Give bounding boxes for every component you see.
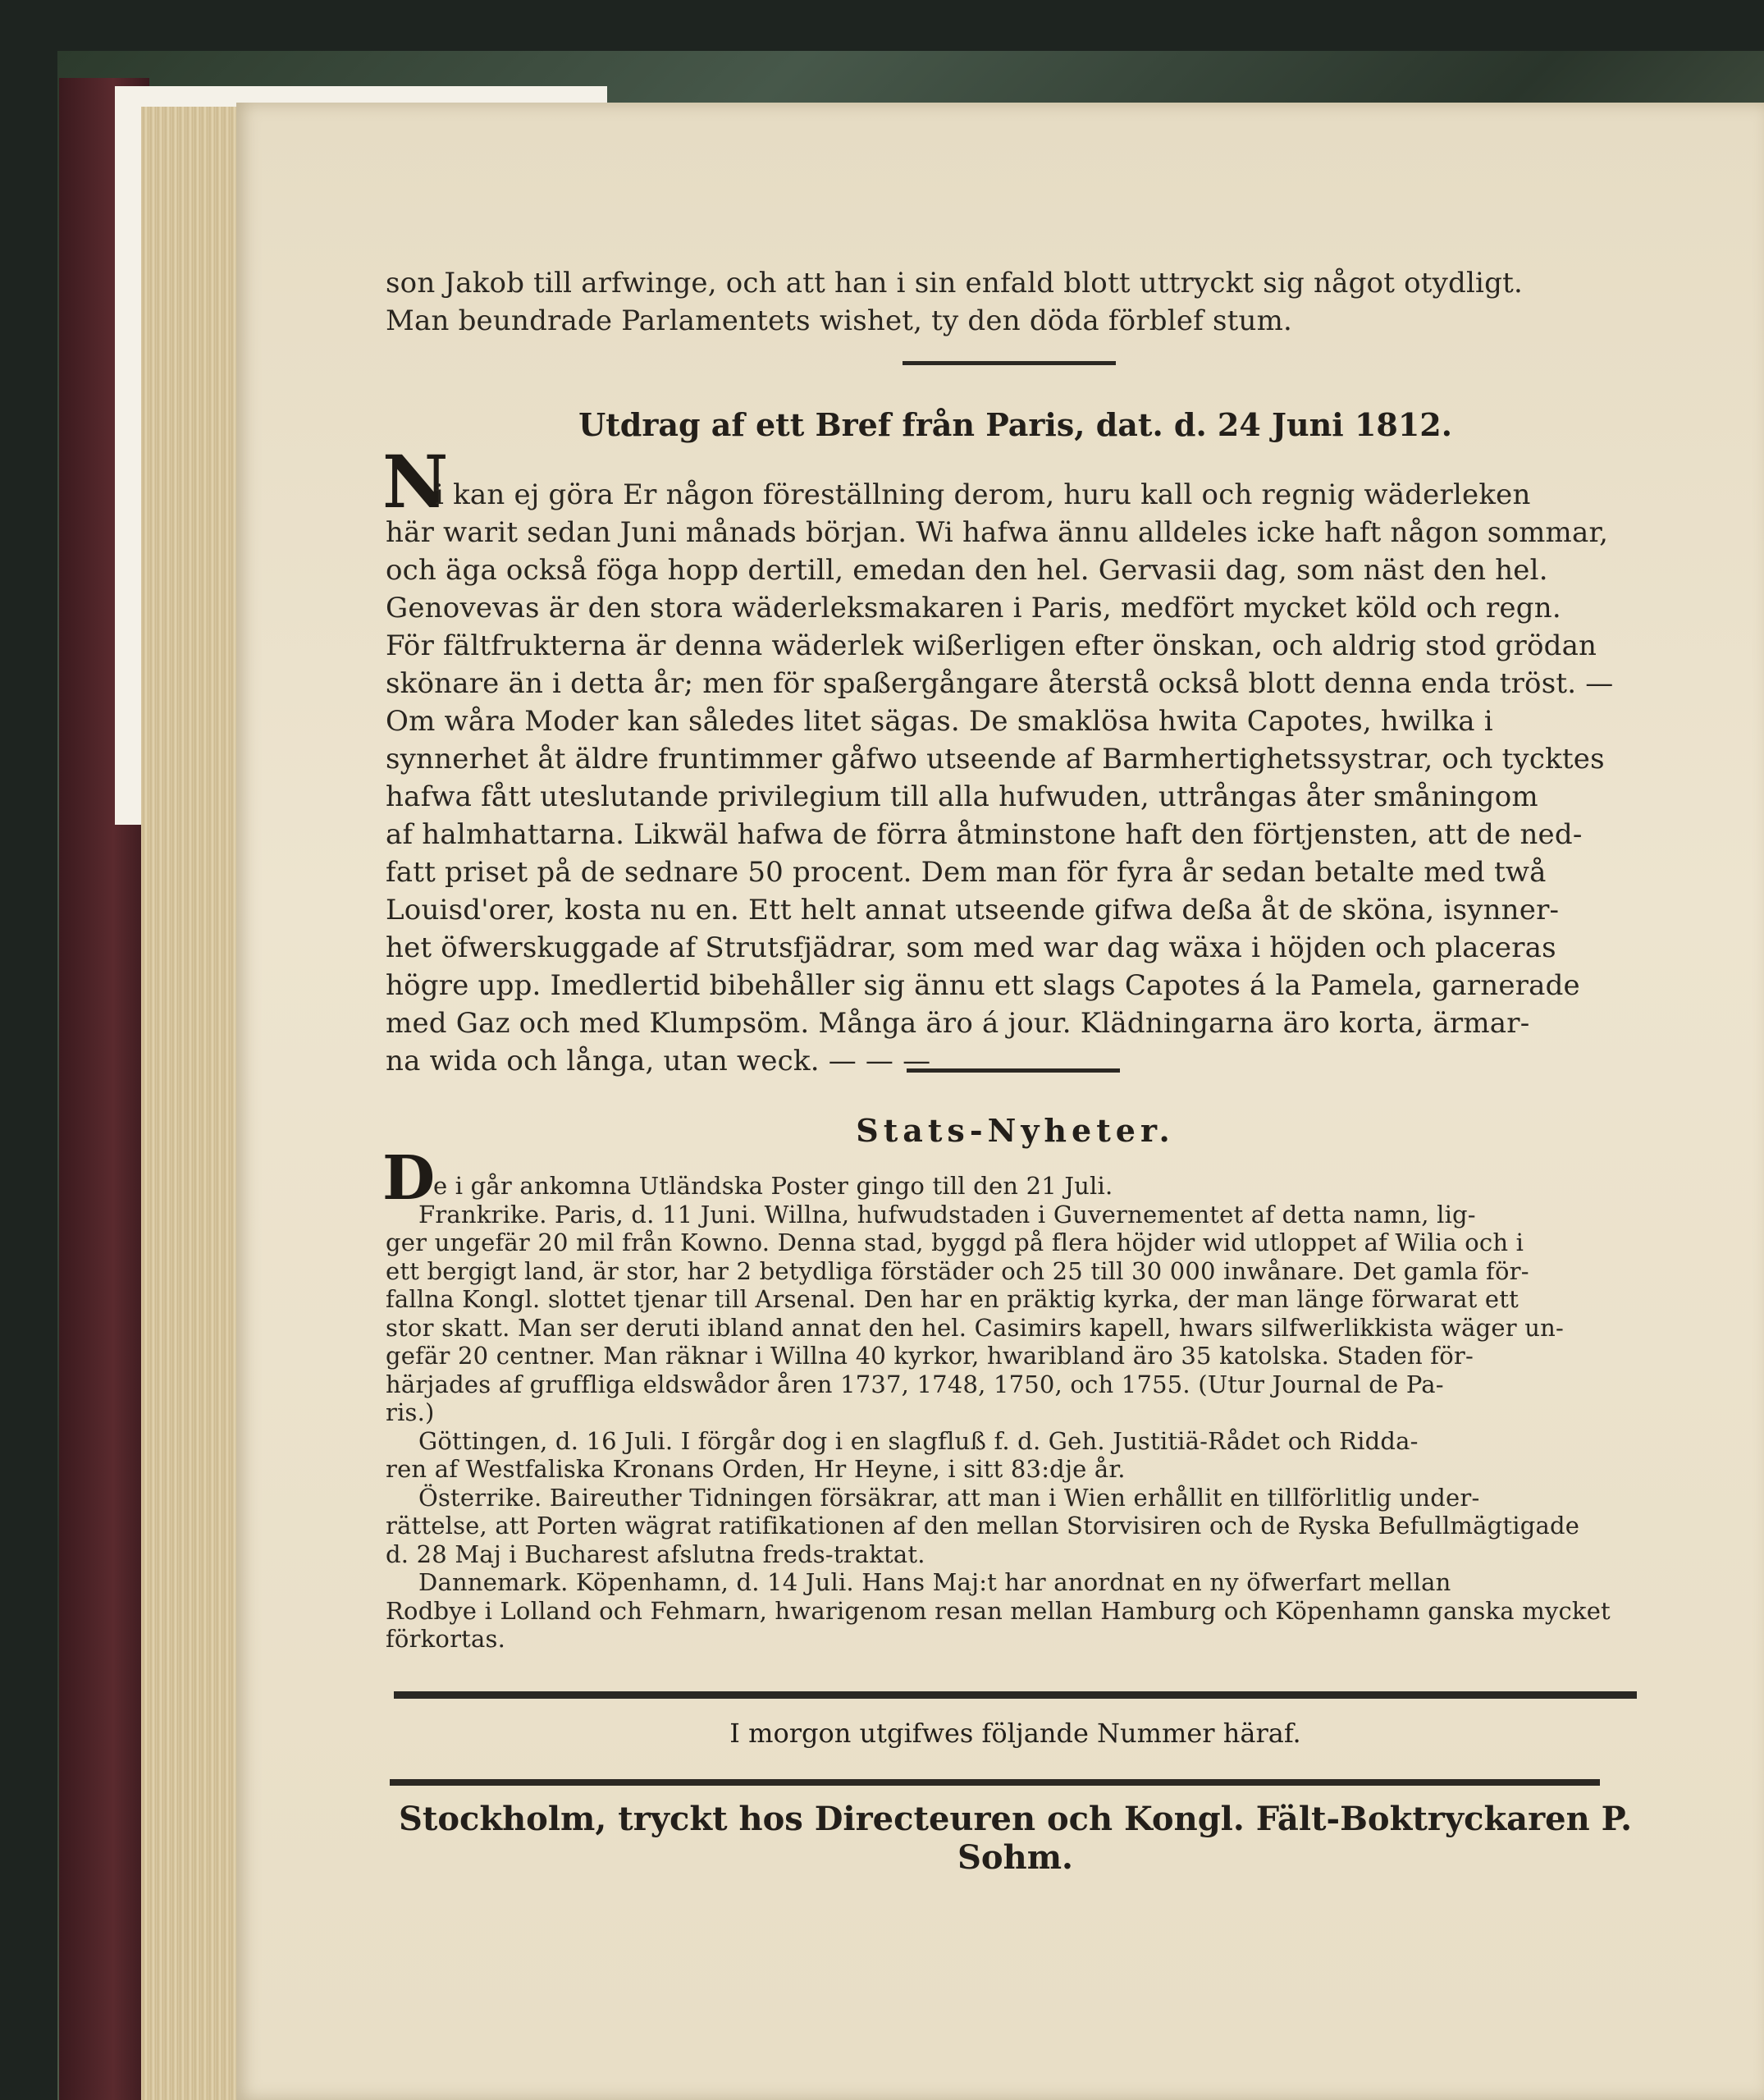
news-body [386,1172,1645,1654]
section-divider [903,361,1116,365]
text-line: ren af Westfaliska Kronans Orden, Hr Heyne, i sitt 83:dje år. [386,1455,1126,1483]
text-line: Rodbye i Lolland och Fehmarn, hwarigenom resan mellan Hamburg och Köpenhamn ganska mycket [386,1596,1611,1625]
letter-body [386,476,1645,1080]
letter-title: Utdrag af ett Bref från Paris, dat. d. 24 Juni 1812. [578,406,1452,443]
text-line: och äga också föga hopp dertill, emedan den hel. Gervasii dag, som näst den hel. [386,554,1548,587]
text-line: Genovevas är den stora wäderleksmakaren i Paris, medfört mycket köld och regn. [386,592,1561,625]
news-dropcap: D [382,1143,436,1214]
text-line: d. 28 Maj i Bucharest afslutna freds-traktat. [386,1540,925,1568]
footer-rule-bottom [390,1779,1600,1786]
text-line: ett bergigt land, är stor, har 2 betydliga förstäder och 25 till 30 000 inwånare. Det gamla för- [386,1256,1529,1285]
next-issue-notice: I morgon utgifwes följande Nummer häraf. [729,1718,1301,1749]
text-line: Om wåra Moder kan således litet sägas. De smaklösa hwita Capotes, hwilka i [386,705,1493,738]
text-line: ger ungefär 20 mil från Kowno. Denna stad, byggd på flera höjder wid utloppet af Wilia och i [386,1228,1524,1256]
text-line: med Gaz och med Klumpsöm. Många äro á jour. Klädningarna äro korta, ärmar- [386,1007,1530,1040]
text-line: af halmhattarna. Likwäl hafwa de förra åtminstone haft den förtjensten, att de ned- [386,818,1583,851]
text-line: skönare än i detta år; men för spaßergångare återstå också blott denna enda tröst. — [386,667,1614,700]
text-line: Göttingen, d. 16 Juli. I förgår dog i en slagfluß f. d. Geh. Justitiä-Rådet och Ridda- [418,1426,1419,1455]
text-line: het öfwerskuggade af Strutsfjädrar, som med war dag wäxa i höjden och placeras [386,931,1556,964]
text-line: synnerhet åt äldre fruntimmer gåfwo utseende af Barmhertighetssystrar, och tycktes [386,743,1605,775]
text-line: Man beundrade Parlamentets wishet, ty den döda förblef stum. [386,304,1293,337]
text-line: son Jakob till arfwinge, och att han i sin enfald blott uttryckt sig något otydligt. [386,267,1523,300]
text-line: högre upp. Imedlertid bibehåller sig ännu ett slags Capotes á la Pamela, garnerade [386,969,1580,1002]
text-line: förkortas. [386,1625,505,1653]
text-line: hafwa fått uteslutande privilegium till alla hufwuden, uttrångas åter småningom [386,780,1538,813]
letter-dropcap: N [382,439,449,524]
text-line: i kan ej göra Er någon föreställning derom, huru kall och regnig wäderleken [435,478,1531,511]
text-line: härjades af gruffliga eldswådor åren 1737, 1748, 1750, och 1755. (Utur Journal de Pa- [386,1370,1444,1398]
printer-imprint: Stockholm, tryckt hos Directeuren och Kongl. Fält-Boktryckaren P. Sohm. [398,1800,1633,1877]
text-line: fatt priset på de sednare 50 procent. Dem man för fyra år sedan betalte med twå [386,856,1547,889]
text-line: här warit sedan Juni månads början. Wi hafwa ännu alldeles icke haft någon sommar, [386,516,1609,549]
page-edges [141,107,240,2100]
text-line: Frankrike. Paris, d. 11 Juni. Willna, hufwudstaden i Guvernementet af detta namn, lig- [418,1200,1476,1228]
text-line: ris.) [386,1398,435,1426]
text-line: Dannemark. Köpenhamn, d. 14 Juli. Hans Maj:t har anordnat en ny öfwerfart mellan [418,1568,1451,1596]
section-divider [907,1068,1120,1073]
text-line: För fältfrukterna är denna wäderlek wißerligen efter önskan, och aldrig stod grödan [386,629,1597,662]
text-line: fallna Kongl. slottet tjenar till Arsenal. Den har en präktig kyrka, der man länge förwarat ett [386,1285,1519,1313]
top-paragraph [386,264,1645,340]
text-line: na wida och långa, utan weck. — — — [386,1045,931,1077]
text-line: gefär 20 centner. Man räknar i Willna 40 kyrkor, hwaribland äro 35 katolska. Staden för- [386,1342,1474,1370]
text-line: stor skatt. Man ser deruti ibland annat den hel. Casimirs kapell, hwars silfwerlikkista wäger un- [386,1313,1565,1342]
news-title: Stats-Nyheter. [856,1112,1175,1149]
text-line: e i går ankomna Utländska Poster gingo till den 21 Juli. [433,1172,1113,1200]
text-line: Österrike. Baireuther Tidningen försäkrar, att man i Wien erhållit en tillförlitlig under- [418,1483,1480,1512]
text-line: rättelse, att Porten wägrat ratifikationen af den mellan Storvisiren och de Ryska Befullmägtigade [386,1512,1580,1540]
text-line: Louisd'orer, kosta nu en. Ett helt annat utseende gifwa deßa åt de sköna, isynner- [386,894,1560,926]
footer-rule-top [394,1691,1637,1699]
